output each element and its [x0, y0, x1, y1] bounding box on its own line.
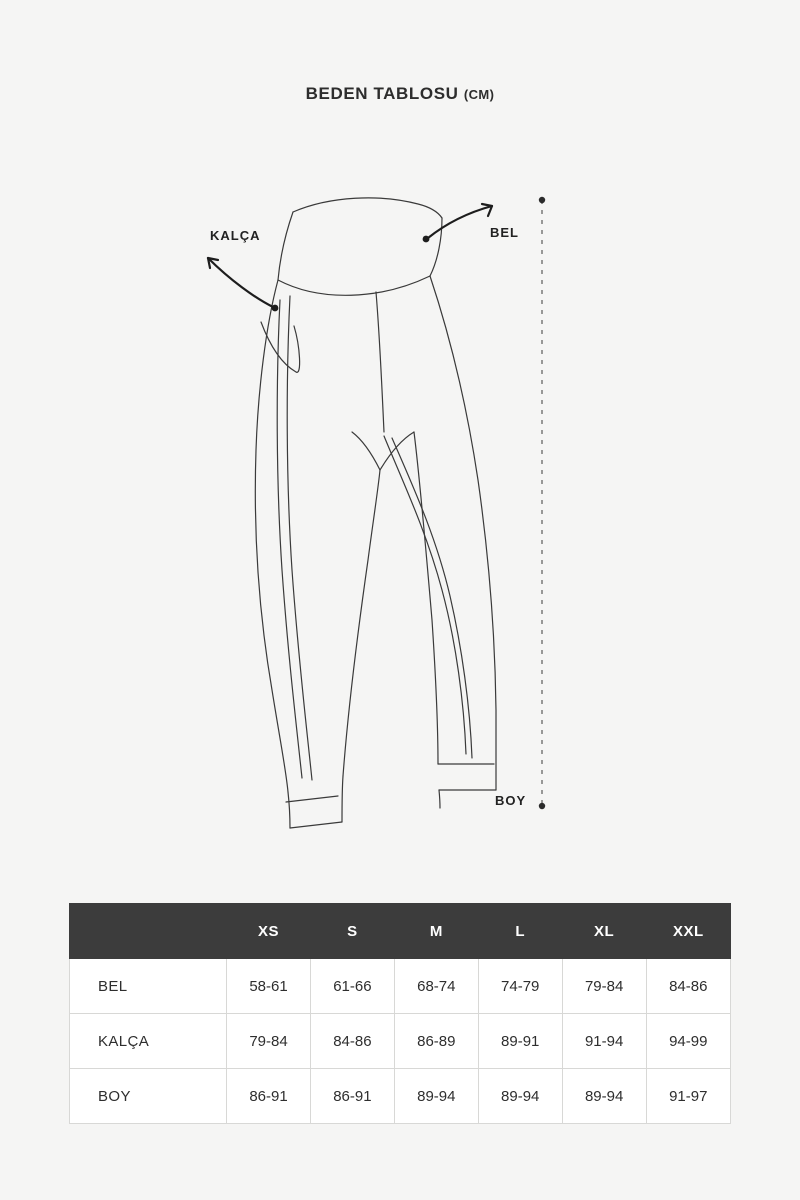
cell-bel-s: 61-66 — [310, 959, 394, 1014]
table-row — [70, 1069, 731, 1124]
right-inseam — [414, 432, 438, 764]
waistband-top-edge — [293, 198, 442, 218]
cell-kalca-m: 86-89 — [394, 1014, 478, 1069]
waistband-bottom-edge — [278, 276, 430, 295]
right-leg-panel-seam-2 — [392, 438, 472, 758]
cell-bel-xs: 58-61 — [227, 959, 311, 1014]
right-ankle-inner — [439, 790, 440, 808]
size-table — [69, 903, 731, 1124]
cell-boy-xxl: 91-97 — [646, 1069, 730, 1124]
left-ankle-inner — [342, 776, 343, 822]
row-label-kalca: KALÇA — [70, 1014, 227, 1069]
left-ankle-outer — [288, 792, 290, 828]
size-header-s: S — [310, 904, 394, 959]
hip-label: KALÇA — [210, 228, 261, 243]
length-label: BOY — [495, 793, 527, 808]
table-row — [70, 959, 731, 1014]
row-label-bel: BEL — [70, 959, 227, 1014]
cell-boy-s: 86-91 — [310, 1069, 394, 1124]
length-measure-line — [539, 197, 545, 809]
cell-bel-xl: 79-84 — [562, 959, 646, 1014]
cell-kalca-xxl: 94-99 — [646, 1014, 730, 1069]
size-header-l: L — [478, 904, 562, 959]
table-header-row — [70, 904, 731, 959]
cell-bel-m: 68-74 — [394, 959, 478, 1014]
front-center-seam — [376, 292, 384, 432]
waistband-right-edge — [430, 218, 442, 276]
left-ankle-hem-bottom — [290, 822, 342, 828]
hip-pointer — [208, 258, 278, 311]
left-inseam — [343, 470, 380, 776]
side-pocket-seam — [261, 322, 300, 372]
cell-bel-xxl: 84-86 — [646, 959, 730, 1014]
waistband-left-edge — [278, 212, 293, 280]
left-ankle-hem-top — [286, 796, 338, 802]
crotch-curve-left — [352, 432, 380, 470]
size-header-xs: XS — [227, 904, 311, 959]
size-header-xxl: XXL — [646, 904, 730, 959]
cell-kalca-xs: 79-84 — [227, 1014, 311, 1069]
table-row — [70, 1014, 731, 1069]
cell-kalca-l: 89-91 — [478, 1014, 562, 1069]
cell-bel-l: 74-79 — [478, 959, 562, 1014]
cell-boy-m: 89-94 — [394, 1069, 478, 1124]
left-outer-seam — [255, 280, 288, 792]
cell-boy-xl: 89-94 — [562, 1069, 646, 1124]
size-table-head — [70, 904, 731, 959]
page-title-unit: (CM) — [463, 87, 495, 102]
leggings-illustration — [130, 150, 670, 850]
right-leg-panel-seam — [384, 436, 466, 754]
cell-boy-xs: 86-91 — [227, 1069, 311, 1124]
cell-kalca-s: 84-86 — [310, 1014, 394, 1069]
row-label-boy: BOY — [70, 1069, 227, 1124]
table-corner-cell — [70, 904, 227, 959]
size-header-m: M — [394, 904, 478, 959]
cell-kalca-xl: 91-94 — [562, 1014, 646, 1069]
leggings-technical-drawing-svg — [130, 150, 670, 850]
page-title-text: BEDEN TABLOSU — [305, 84, 459, 103]
waist-label: BEL — [490, 225, 519, 240]
page-title — [0, 84, 800, 104]
size-header-xl: XL — [562, 904, 646, 959]
cell-boy-l: 89-94 — [478, 1069, 562, 1124]
size-table-body — [70, 959, 731, 1124]
